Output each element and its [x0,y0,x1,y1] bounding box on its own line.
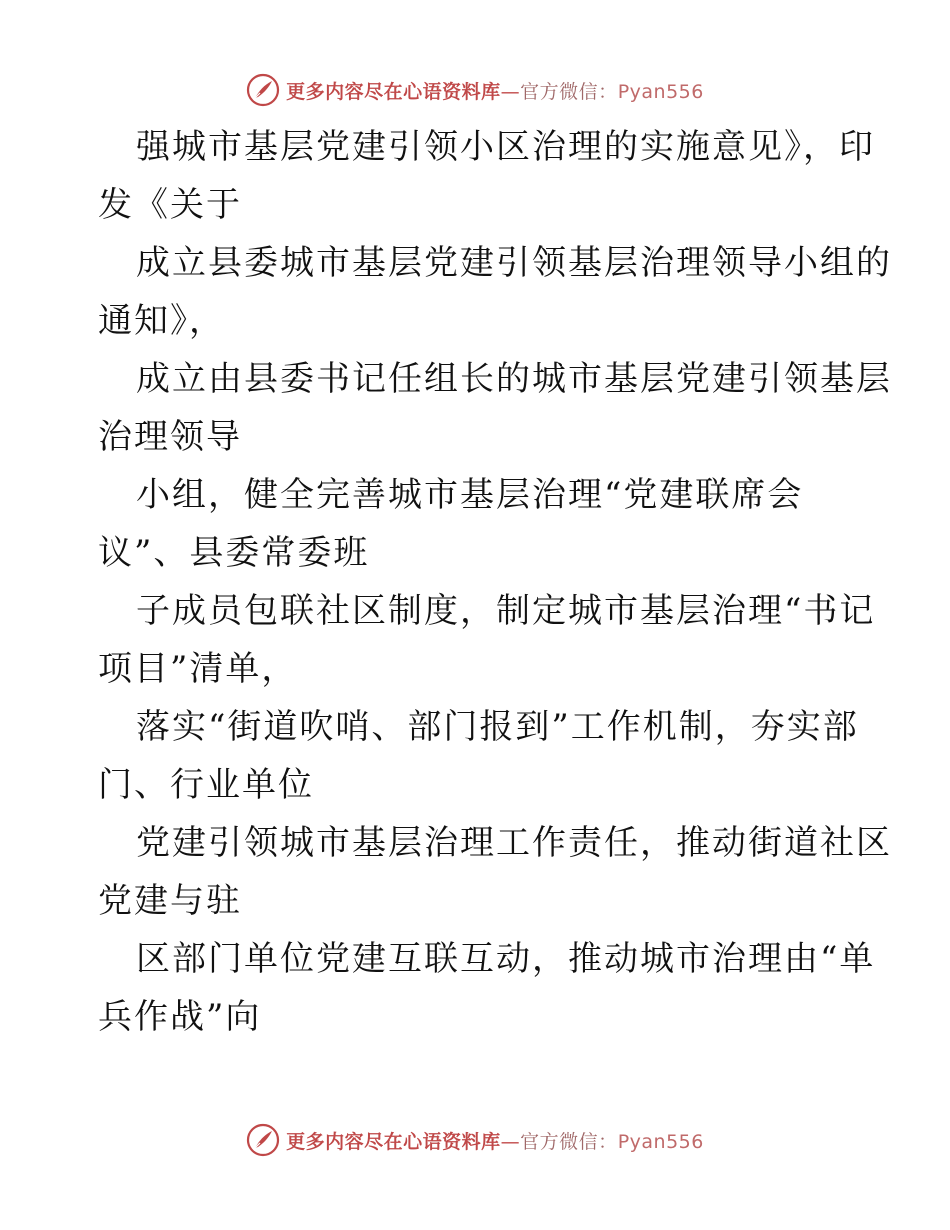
watermark-wechat-label: 官方微信： [520,1130,618,1153]
text-line: 党建引领城市基层治理工作责任，推动街道社区 [136,823,892,863]
text-line: 小组，健全完善城市基层治理“党建联席会 [136,475,804,515]
text-line: 议”、县委常委班 [98,533,370,573]
watermark-wechat-label: 官方微信： [520,80,618,103]
text-line: 项目”清单， [98,649,298,689]
watermark-brand: 更多内容尽在心语资料库 [286,1130,501,1153]
feather-pen-logo-icon [246,73,280,107]
watermark-dash: — [500,1130,521,1153]
text-line: 子成员包联社区制度，制定城市基层治理“书记 [136,591,876,631]
text-line: 党建与驻 [98,881,242,921]
text-line: 通知》， [98,301,225,341]
text-line: 落实“街道吹哨、部门报到”工作机制，夯实部 [136,707,859,747]
watermark-brand: 更多内容尽在心语资料库 [286,80,501,103]
watermark-wechat-id: Pyan556 [617,1130,704,1153]
text-line: 成立由县委书记任组长的城市基层党建引领基层 [136,359,892,399]
header-watermark [0,70,950,110]
text-line: 门、行业单位 [98,765,314,805]
text-line: 区部门单位党建互联互动，推动城市治理由“单 [136,939,876,979]
watermark-text [286,77,704,104]
text-line: 治理领导 [98,417,242,457]
watermark-text [286,1127,704,1154]
watermark-dash: — [500,80,521,103]
footer-watermark [0,1120,950,1160]
text-line: 兵作战”向 [98,997,262,1037]
text-line: 成立县委城市基层党建引领基层治理领导小组的 [136,243,892,283]
feather-pen-logo-icon [246,1123,280,1157]
text-line: 发《关于 [98,185,242,225]
text-line: 强城市基层党建引领小区治理的实施意见》，印 [136,127,875,167]
watermark-wechat-id: Pyan556 [617,80,704,103]
document-body [98,118,892,1046]
